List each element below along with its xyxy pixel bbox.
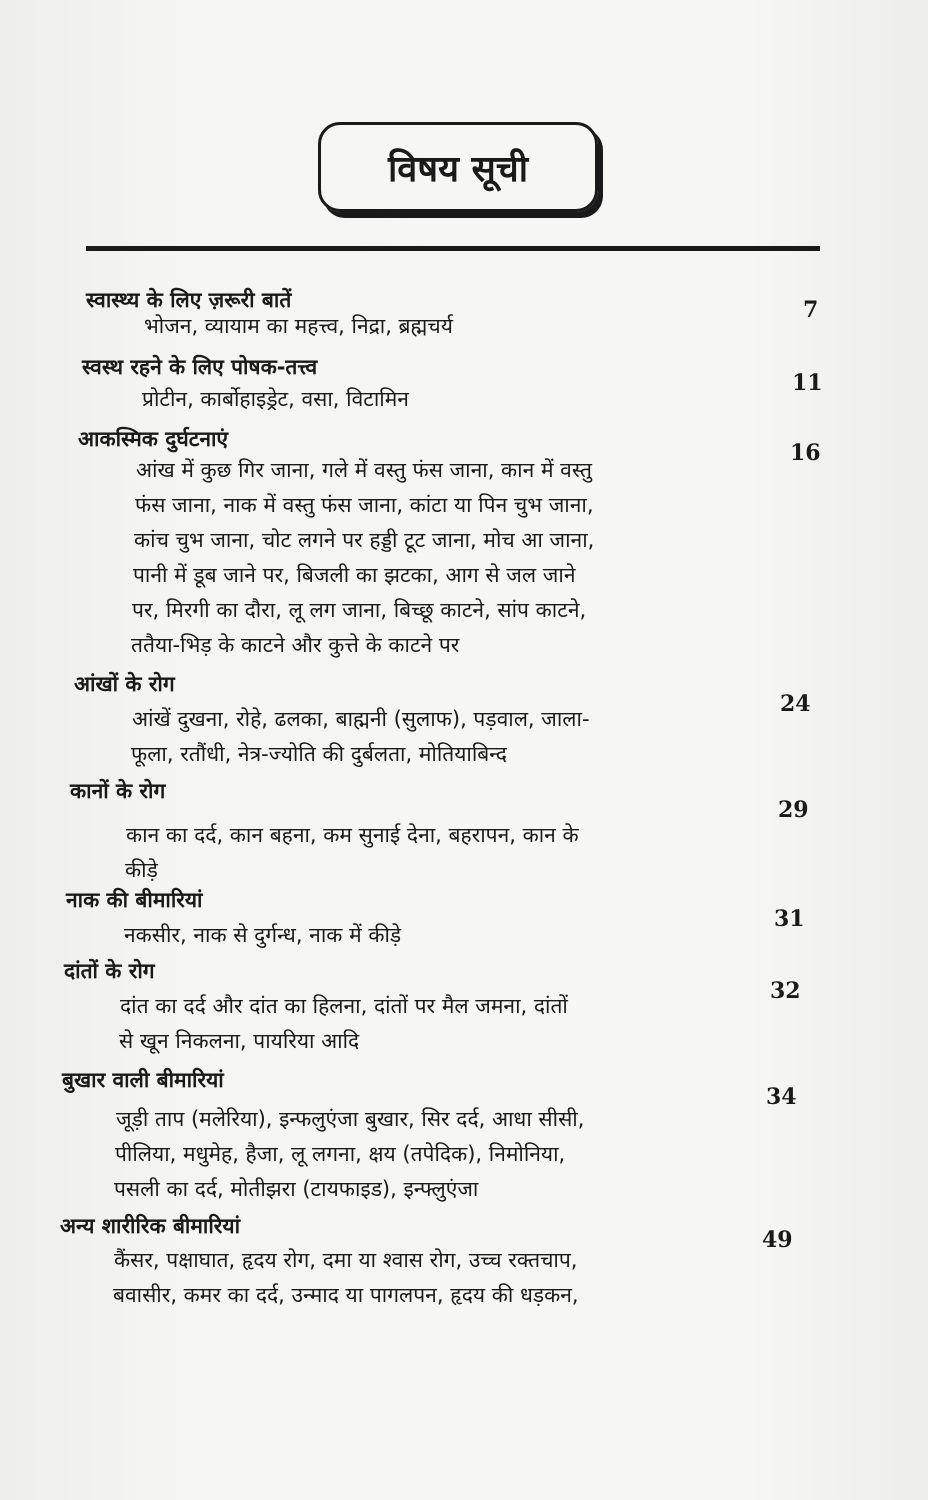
toc-description-line: पानी में डूब जाने पर, बिजली का झटका, आग से जल जाने	[133, 563, 576, 587]
toc-page-number: 7	[803, 297, 819, 323]
toc-description-line: पर, मिरगी का दौरा, लू लग जाना, बिच्छू काटने, सांप काटने,	[132, 598, 587, 622]
toc-description-line: नकसीर, नाक से दुर्गन्ध, नाक में कीड़े	[124, 923, 402, 947]
toc-description-line: पीलिया, मधुमेह, हैजा, लू लगना, क्षय (तपेदिक), निमोनिया,	[115, 1142, 566, 1166]
toc-page-number: 11	[792, 370, 823, 396]
toc-heading: आकस्मिक दुर्घटनाएं	[78, 427, 229, 451]
toc-page-number: 31	[774, 906, 805, 932]
toc-description-line: कीड़े	[125, 858, 158, 882]
toc-description-line: भोजन, व्यायाम का महत्त्व, निद्रा, ब्रह्मचर्य	[144, 314, 453, 338]
toc-page-number: 32	[770, 978, 801, 1004]
toc-heading: स्वस्थ रहने के लिए पोषक-तत्त्व	[82, 355, 318, 379]
toc-heading: अन्य शारीरिक बीमारियां	[60, 1214, 241, 1238]
toc-description-line: जूड़ी ताप (मलेरिया), इन्फलुएंजा बुखार, सिर दर्द, आधा सीसी,	[116, 1107, 585, 1131]
toc-heading: दांतों के रोग	[64, 959, 155, 983]
toc-heading: स्वास्थ्य के लिए ज़रूरी बातें	[86, 288, 292, 312]
toc-page-number: 34	[766, 1084, 797, 1110]
toc-page-number: 29	[778, 797, 809, 823]
page-title: विषय सूची	[387, 148, 529, 190]
toc-heading: नाक की बीमारियां	[66, 888, 203, 912]
toc-description-line: पसली का दर्द, मोतीझरा (टायफाइड), इन्फ्लुएंजा	[114, 1177, 479, 1201]
toc-description-line: कांच चुभ जाना, चोट लगने पर हड्डी टूट जाना, मोच आ जाना,	[134, 528, 595, 552]
toc-description-line: फंस जाना, नाक में वस्तु फंस जाना, कांटा या पिन चुभ जाना,	[135, 493, 594, 517]
toc-description-line: बवासीर, कमर का दर्द, उन्माद या पागलपन, हृदय की धड़कन,	[113, 1283, 579, 1307]
toc-description-line: आंखें दुखना, रोहे, ढलका, बाह्मनी (सुलाफ), पड़वाल, जाला-	[132, 707, 590, 731]
toc-description-line: ततैया-भिड़ के काटने और कुत्ते के काटने पर	[131, 633, 460, 657]
toc-description-line: आंख में कुछ गिर जाना, गले में वस्तु फंस जाना, कान में वस्तु	[136, 458, 592, 482]
toc-page-number: 49	[762, 1227, 793, 1253]
toc-description-line: कैंसर, पक्षाघात, हृदय रोग, दमा या श्वास रोग, उच्च रक्तचाप,	[114, 1248, 578, 1272]
toc-description-line: दांत का दर्द और दांत का हिलना, दांतों पर मैल जमना, दांतों	[120, 994, 568, 1018]
toc-description-line: प्रोटीन, कार्बोहाइड्रेट, वसा, विटामिन	[142, 387, 409, 411]
toc-description-line: कान का दर्द, कान बहना, कम सुनाई देना, बहरापन, कान के	[126, 823, 579, 847]
toc-description-line: फूला, रतौंधी, नेत्र-ज्योति की दुर्बलता, मोतियाबिन्द	[131, 742, 507, 766]
toc-heading: बुखार वाली बीमारियां	[62, 1068, 224, 1092]
toc-page-number: 16	[790, 440, 821, 466]
toc-page-number: 24	[780, 691, 811, 717]
toc-description-line: से खून निकलना, पायरिया आदि	[119, 1029, 360, 1053]
toc-heading: आंखों के रोग	[74, 672, 175, 696]
toc-heading: कानों के रोग	[70, 779, 166, 803]
